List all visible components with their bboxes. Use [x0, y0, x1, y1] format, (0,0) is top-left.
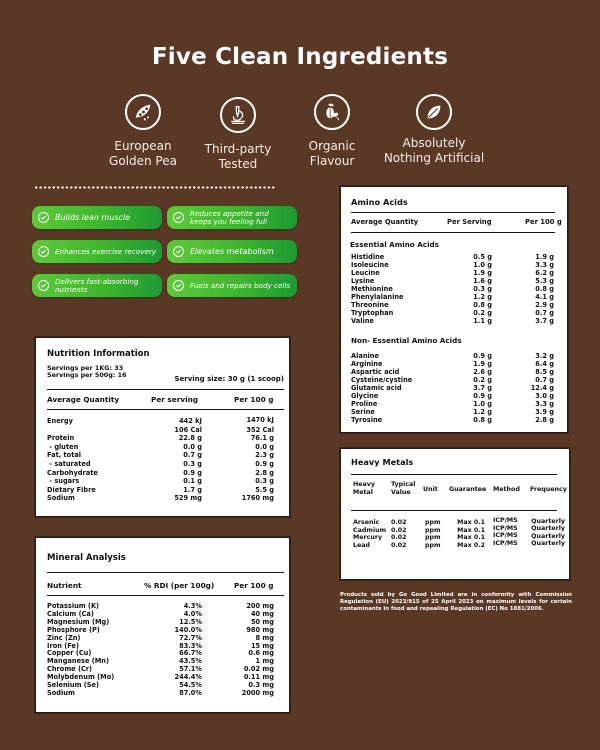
frequency-cell: Quarterly	[531, 540, 565, 548]
per-100g-value: 3.2 g	[535, 352, 554, 360]
per-100g-value: 200 mg	[246, 602, 274, 610]
benefit-text: Delivers fast-absorbing	[55, 276, 139, 286]
value-cell: 0.02	[391, 526, 407, 534]
rdi-value: 43.5%	[179, 657, 202, 666]
per-serving-value: 22.8 g	[178, 434, 202, 443]
col-header: Per Serving	[447, 218, 492, 226]
per-100g-value: 8 mg	[255, 633, 274, 642]
feature-nothing-artificial	[374, 94, 494, 166]
benefit-pill	[167, 240, 297, 263]
mineral-panel	[35, 537, 290, 713]
rdi-value: 4.0%	[183, 609, 202, 618]
per-100g-value: 0.6 mg	[248, 649, 274, 658]
per-100g-value: 0.3 mg	[248, 681, 274, 689]
amino-name: Tryptophan	[351, 309, 394, 317]
amino-name: Leucine	[351, 269, 380, 277]
amino-name: Methionine	[351, 285, 393, 293]
per-serving-value: 0.7 g	[183, 451, 202, 460]
pea-pod-icon	[125, 94, 161, 130]
mineral-name: Phosphore (P)	[47, 625, 100, 634]
frequency-cell: Quarterly	[531, 517, 565, 525]
rdi-value: 83.3%	[179, 641, 202, 650]
mineral-name: Copper (Cu)	[47, 649, 92, 658]
mineral-name: Chrome (Cr)	[47, 665, 93, 674]
per-100g-value: 5.5 g	[255, 485, 274, 494]
servings-500g: Servings per 500g: 16	[47, 371, 127, 379]
per-100g-value: 0.8 g	[535, 285, 554, 293]
per-100g-value: 1.9 g	[535, 253, 554, 261]
per-serving-value: 1.0 g	[473, 400, 492, 408]
amino-name: Proline	[351, 400, 378, 408]
col-header: Nutrient	[47, 581, 82, 590]
cocoa-bean-icon	[314, 94, 350, 130]
per-100g-value: 3.7 g	[535, 317, 554, 325]
per-100g-value: 2.9 g	[535, 301, 554, 309]
nutrient-name: Energy	[47, 417, 73, 425]
feature-label: Nothing Artificial	[383, 151, 485, 165]
feature-label: Tested	[218, 157, 258, 171]
mineral-name: Calcium (Ca)	[47, 609, 94, 618]
per-100g-value: 15 mg	[250, 641, 274, 650]
rdi-value: 244.4%	[174, 673, 202, 682]
mineral-name: Potassium (K)	[47, 602, 100, 610]
per-serving-value: 1.2 g	[473, 408, 492, 416]
per-serving-value: 1.6 g	[473, 277, 492, 285]
per-serving-value: 1.0 g	[473, 261, 492, 269]
per-100g-value: 2.8 g	[255, 468, 274, 477]
checkmark-icon	[173, 280, 184, 291]
per-serving-value: 1.9 g	[473, 269, 492, 277]
nutrition-panel	[35, 337, 290, 517]
col-header: Per serving	[151, 395, 199, 404]
amino-name: Cysteine/cystine	[351, 376, 413, 384]
value-cell: 0.02	[391, 541, 407, 549]
rdi-value: 57.1%	[179, 665, 202, 674]
metal-cell: Cadmium	[353, 526, 387, 534]
frequency-cell: Quarterly	[531, 532, 565, 540]
feature-label: European	[114, 139, 172, 153]
essential-title: Essential Amino Acids	[350, 240, 439, 249]
method-cell: ICP/MS	[493, 517, 518, 524]
amino-name: Glycine	[351, 392, 379, 400]
amino-name: Tyrosine	[351, 416, 383, 424]
col-header: Per 100 g	[525, 218, 562, 226]
per-100g-value: 1 mg	[255, 657, 274, 666]
col-header: Average Quantity	[351, 218, 419, 226]
per-serving-value: 442 kJ	[179, 417, 202, 425]
nutrient-name: - saturated	[47, 460, 91, 468]
divider	[351, 474, 557, 475]
per-serving-value: 0.8 g	[473, 301, 492, 309]
amino-name: Alanine	[351, 352, 379, 360]
metal-cell: Mercury	[353, 534, 383, 542]
feature-label: Third-party	[204, 142, 272, 156]
per-serving-value: 0.1 g	[183, 477, 202, 486]
metal-cell: Arsenic	[353, 519, 380, 526]
amino-title: Amino Acids	[351, 197, 408, 207]
value-cell: 0.02	[391, 534, 407, 542]
per-100g-value: 3.9 g	[535, 408, 554, 416]
method-cell: ICP/MS	[493, 524, 518, 532]
per-100g-value: 0.9 g	[255, 460, 274, 468]
amino-name: Arginine	[351, 360, 383, 368]
rdi-value: 72.7%	[179, 633, 202, 642]
per-100g-value: 6.2 g	[535, 269, 554, 277]
divider	[47, 409, 284, 410]
checkmark-icon	[38, 212, 49, 223]
benefit-pill	[32, 240, 162, 263]
nutrient-name: Fat, total	[47, 451, 82, 460]
per-100g-value: 8.5 g	[535, 368, 554, 376]
guarantee-cell: Max 0.1	[457, 534, 485, 542]
mineral-name: Sodium	[47, 688, 75, 697]
per-serving-value: 1.9 g	[473, 360, 492, 368]
benefit-text: keeps you feeling full	[190, 216, 267, 226]
per-100g-value: 3.3 g	[535, 400, 554, 408]
per-serving-value: 0.9 g	[473, 392, 492, 400]
heavy-metals-title: Heavy Metals	[351, 457, 414, 467]
per-serving-value: 0.5 g	[473, 253, 492, 261]
per-100g-value: 76.1 g	[250, 434, 274, 443]
amino-name: Lysine	[351, 277, 375, 285]
per-100g-value: 1760 mg	[241, 494, 274, 503]
servings-1kg: Servings per 1KG: 33	[47, 364, 124, 372]
per-serving-value: 3.7 g	[473, 384, 492, 392]
nutrient-name: Sodium	[47, 494, 75, 503]
unit-cell: ppm	[425, 526, 441, 534]
col-header: Per 100 g	[234, 581, 274, 590]
nonessential-title: Non- Essential Amino Acids	[351, 336, 462, 345]
amino-name: Phenylalanine	[351, 293, 404, 301]
nutrition-title: Nutrition Information	[47, 349, 150, 359]
checkmark-icon	[173, 212, 184, 223]
unit-cell: ppm	[425, 519, 441, 526]
rdi-value: 140.0%	[174, 625, 202, 634]
per-serving-value: 0.2 g	[473, 376, 492, 384]
nutrient-name: Protein	[47, 434, 75, 443]
per-serving-value: 0.2 g	[473, 309, 492, 317]
per-100g-value: 352 Cal	[246, 425, 274, 434]
rdi-value: 66.7%	[179, 649, 202, 658]
benefit-pill	[167, 206, 297, 229]
per-100g-value: 2.3 g	[255, 451, 274, 460]
method-cell: ICP/MS	[493, 532, 518, 540]
page-title: Five Clean Ingredients	[151, 44, 449, 70]
per-100g-value: 3.3 g	[535, 261, 554, 269]
mineral-name: Manganese (Mn)	[47, 657, 110, 666]
per-100g-value: 5.3 g	[535, 277, 554, 285]
nutrient-name: Dietary Fibre	[47, 485, 96, 494]
rdi-value: 87.0%	[179, 688, 202, 697]
col-header: Heavy	[353, 481, 375, 488]
amino-name: Serine	[351, 408, 375, 416]
per-100g-value: 4.1 g	[535, 293, 554, 301]
guarantee-cell: Max 0.1	[457, 519, 485, 526]
per-100g-value: 3.0 g	[535, 392, 554, 400]
value-cell: 0.02	[391, 519, 407, 526]
heavy-metals-panel	[340, 448, 570, 580]
nutrient-name: Carbohydrate	[47, 468, 98, 477]
per-serving-value: 0.3 g	[183, 460, 202, 468]
method-cell: ICP/MS	[493, 539, 518, 547]
benefit-text: nutrients	[55, 284, 88, 294]
feature-label: Golden Pea	[109, 154, 177, 168]
checkmark-icon	[173, 246, 184, 257]
col-header: % RDI (per 100g)	[144, 581, 215, 590]
per-serving-value: 0.8 g	[473, 416, 492, 424]
per-100g-value: 0.3 g	[255, 477, 274, 486]
metal-cell: Lead	[353, 541, 371, 549]
per-100g-value: 980 mg	[246, 625, 274, 634]
per-100g-value: 40 mg	[250, 609, 274, 618]
dotted-divider	[34, 186, 276, 189]
rdi-value: 54.5%	[179, 681, 202, 689]
benefit-text: Elevates metabolism	[190, 246, 274, 256]
divider	[351, 212, 555, 213]
mineral-name: Iron (Fe)	[47, 641, 79, 650]
checkmark-icon	[38, 246, 49, 257]
benefit-text: Reduces appetite and	[190, 208, 269, 218]
divider	[47, 595, 284, 596]
feature-label: Absolutely	[402, 136, 466, 150]
per-100g-value: 0.02 mg	[243, 665, 274, 674]
rdi-value: 4.3%	[183, 602, 202, 610]
benefit-text: Fuels and repairs body cells	[190, 280, 291, 290]
guarantee-cell: Max 0.2	[457, 541, 485, 549]
mineral-name: Magnesium (Mg)	[47, 617, 110, 626]
col-header: Frequency	[530, 486, 567, 493]
amino-name: Valine	[351, 317, 374, 325]
per-serving-value: 106 Cal	[174, 425, 202, 434]
col-header: Guarantee	[449, 486, 487, 493]
per-100g-value: 0.7 g	[535, 376, 554, 384]
per-serving-value: 0.9 g	[473, 352, 492, 360]
per-serving-value: 0.0 g	[183, 442, 202, 451]
benefit-text: Enhances exercise recovery	[55, 246, 157, 256]
col-header: Metal	[353, 489, 373, 496]
microscope-icon	[220, 97, 256, 133]
col-header: Typical	[391, 481, 416, 488]
amino-name: Glutamic acid	[351, 384, 402, 392]
frequency-cell: Quarterly	[531, 525, 565, 533]
guarantee-cell: Max 0.1	[457, 526, 485, 534]
per-100g-value: 2.8 g	[535, 416, 554, 424]
per-serving-value: 529 mg	[174, 494, 202, 503]
per-serving-value: 1.1 g	[473, 317, 492, 325]
per-serving-value: 2.6 g	[473, 368, 492, 376]
feature-label: Organic	[308, 139, 356, 153]
mineral-name: Selenium (Se)	[47, 681, 100, 689]
serving-size: Serving size: 30 g (1 scoop)	[174, 375, 284, 383]
feature-list	[0, 94, 600, 174]
benefit-pill	[32, 206, 162, 229]
amino-name: Threonine	[351, 301, 389, 309]
unit-cell: ppm	[425, 534, 441, 542]
regulatory-note: Products sold by Go Good Limited are in conformity with Commission Regulation (EU) 2023/915 of 25 April 2023 on maximum levels for certain contaminants in food and repealing Regulation (EC) No 1881/2006.	[340, 592, 572, 612]
col-header: Value	[391, 489, 411, 496]
amino-name: Isoleucine	[351, 261, 389, 269]
amino-name: Histidine	[351, 253, 385, 261]
per-serving-value: 0.3 g	[473, 285, 492, 293]
mineral-title: Mineral Analysis	[47, 553, 126, 563]
unit-cell: ppm	[425, 541, 441, 549]
per-100g-value: 6.4 g	[535, 360, 554, 368]
per-100g-value: 50 mg	[250, 617, 274, 626]
feature-label: Flavour	[309, 154, 355, 168]
divider	[47, 389, 284, 390]
divider	[47, 572, 284, 573]
amino-name: Aspartic acid	[351, 368, 400, 376]
divider	[351, 232, 555, 233]
leaf-icon	[416, 94, 452, 130]
divider	[351, 510, 557, 511]
nutrient-name: - sugars	[47, 477, 80, 486]
per-100g-value: 0.0 g	[255, 442, 274, 451]
benefit-text: Builds lean muscle	[55, 212, 131, 222]
benefit-pill	[167, 274, 297, 297]
amino-acids-panel	[340, 186, 568, 433]
per-100g-value: 2000 mg	[241, 688, 274, 697]
rdi-value: 12.5%	[179, 617, 202, 626]
per-100g-value: 0.11 mg	[243, 673, 274, 682]
col-header: Per 100 g	[234, 395, 274, 404]
col-header: Average Quantity	[47, 395, 120, 404]
checkmark-icon	[38, 280, 49, 291]
col-header: Unit	[423, 486, 438, 493]
nutrient-name: - gluten	[47, 442, 79, 451]
mineral-name: Molybdenum (Mo)	[47, 673, 115, 682]
mineral-name: Zinc (Zn)	[47, 633, 81, 642]
per-serving-value: 0.9 g	[183, 468, 202, 477]
col-header: Method	[493, 486, 520, 493]
per-serving-value: 1.2 g	[473, 293, 492, 301]
per-serving-value: 1.7 g	[183, 485, 202, 494]
per-100g-value: 12.4 g	[530, 384, 554, 392]
benefit-pill	[32, 274, 162, 297]
per-100g-value: 0.7 g	[535, 309, 554, 317]
per-100g-value: 1470 kJ	[246, 416, 274, 424]
